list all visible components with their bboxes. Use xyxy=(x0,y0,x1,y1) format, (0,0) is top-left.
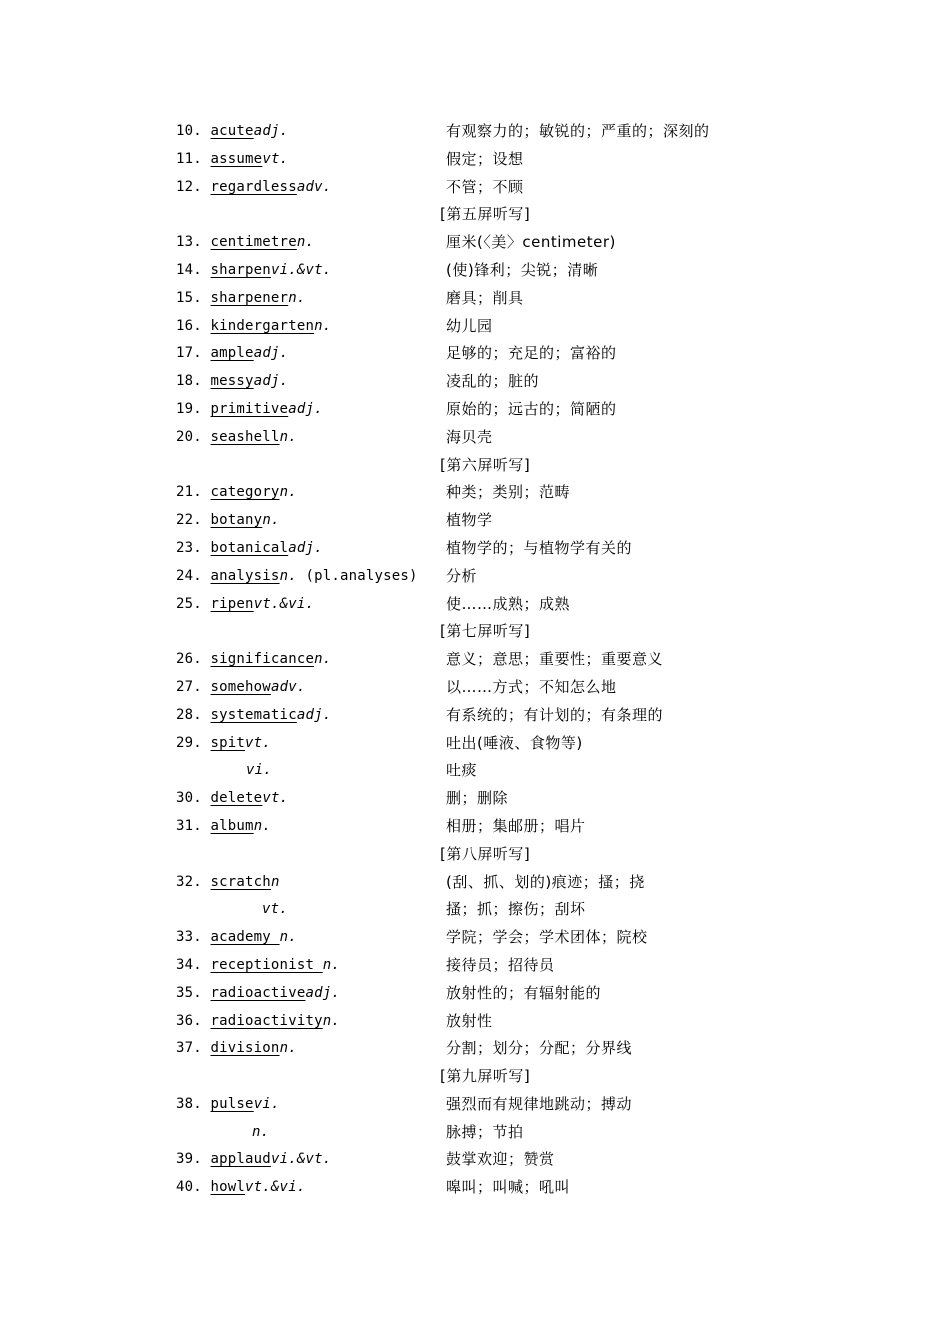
english-entry xyxy=(176,1146,331,1174)
vocab-row xyxy=(0,674,950,702)
english-entry xyxy=(176,1008,340,1036)
part-of-speech: n. xyxy=(279,484,297,501)
vocab-word: analysis xyxy=(210,567,280,584)
section-heading-row xyxy=(0,452,950,480)
item-number: 33. xyxy=(176,929,202,946)
part-of-speech: vi. xyxy=(253,1095,280,1112)
english-entry xyxy=(176,1035,297,1063)
chinese-meaning: 分析 xyxy=(446,566,478,585)
english-entry xyxy=(176,924,297,952)
chinese-meaning: 植物学 xyxy=(446,511,493,530)
chinese-meaning: 删；删除 xyxy=(446,789,509,808)
item-number: 29. xyxy=(176,734,202,751)
item-number: 30. xyxy=(176,790,202,807)
english-entry xyxy=(176,396,323,424)
item-number: 16. xyxy=(176,317,202,334)
part-of-speech: vi. xyxy=(246,762,272,779)
vocab-word: delete xyxy=(210,790,263,807)
chinese-meaning: 学院；学会；学术团体；院校 xyxy=(446,928,648,947)
chinese-meaning: 意义；意思；重要性；重要意义 xyxy=(446,650,664,669)
chinese-meaning: 原始的；远古的；简陋的 xyxy=(446,399,617,418)
chinese-meaning: 种类；类别；范畴 xyxy=(446,483,571,502)
vocab-row xyxy=(0,702,950,730)
english-entry xyxy=(176,313,331,341)
chinese-meaning: 有观察力的；敏锐的；严重的；深刻的 xyxy=(446,122,710,140)
part-of-speech: vt. xyxy=(245,734,271,751)
chinese-meaning: 吐出(唾液、食物等) xyxy=(446,733,583,752)
chinese-meaning: 不管；不顾 xyxy=(446,177,524,196)
english-entry xyxy=(176,730,271,758)
vocab-sub-row xyxy=(0,896,950,924)
vocab-word: radioactive xyxy=(210,984,306,1001)
part-of-speech: vi.&vt. xyxy=(270,261,332,278)
vocabulary-list xyxy=(0,118,950,1202)
part-of-speech: vi.&vt. xyxy=(270,1151,332,1168)
item-number: 13. xyxy=(176,234,202,251)
chinese-meaning: 以……方式；不知怎么地 xyxy=(446,677,617,696)
vocab-row xyxy=(0,952,950,980)
part-of-speech: adv. xyxy=(296,178,332,195)
item-number: 26. xyxy=(176,651,202,668)
vocab-row xyxy=(0,924,950,952)
part-of-speech: n. xyxy=(322,1012,340,1029)
part-of-speech: vt.&vi. xyxy=(253,595,315,612)
vocab-row xyxy=(0,980,950,1008)
part-of-speech: n. xyxy=(296,234,315,251)
vocab-word: spit xyxy=(210,734,246,751)
vocab-row xyxy=(0,396,950,424)
vocab-word: centimetre xyxy=(210,234,297,251)
vocab-row xyxy=(0,368,950,396)
chinese-meaning: 有系统的；有计划的；有条理的 xyxy=(446,705,664,724)
chinese-meaning: 植物学的；与植物学有关的 xyxy=(446,538,633,557)
part-of-speech: adj. xyxy=(253,345,289,362)
vocab-word: primitive xyxy=(210,400,289,417)
chinese-meaning: 接待员；招待员 xyxy=(446,955,555,974)
vocab-word: sharpen xyxy=(210,261,271,278)
part-of-speech: n. xyxy=(288,289,306,306)
vocab-word: scratch xyxy=(210,873,271,890)
chinese-meaning: 相册；集邮册；唱片 xyxy=(446,816,586,835)
item-number: 23. xyxy=(176,539,202,556)
item-number: 22. xyxy=(176,512,202,529)
vocab-word: radioactivity xyxy=(210,1012,323,1029)
vocab-row xyxy=(0,424,950,452)
english-entry xyxy=(176,591,314,619)
vocab-word: receptionist xyxy=(210,956,323,973)
vocab-row xyxy=(0,146,950,174)
vocab-word: botanical xyxy=(210,539,289,556)
item-number: 15. xyxy=(176,289,202,306)
chinese-meaning: 厘米(〈美〉centimeter) xyxy=(446,233,616,252)
part-of-speech: adj. xyxy=(296,706,332,723)
part-of-speech: adj. xyxy=(253,373,289,390)
section-heading-row xyxy=(0,201,950,229)
vocab-row xyxy=(0,257,950,285)
vocab-word: pulse xyxy=(210,1095,254,1112)
section-heading: [第七屏听写] xyxy=(440,622,531,641)
part-of-speech: vt.&vi. xyxy=(245,1179,306,1196)
item-number: 38. xyxy=(176,1095,202,1112)
chinese-meaning: (使)锋利；尖锐；清晰 xyxy=(446,260,599,279)
english-entry xyxy=(176,479,297,507)
english-entry xyxy=(176,1174,305,1202)
part-of-speech: n. xyxy=(314,651,332,668)
part-of-speech: n. xyxy=(279,567,297,584)
english-entry xyxy=(176,229,314,257)
english-entry xyxy=(176,507,280,535)
part-of-speech: n. xyxy=(314,317,332,334)
english-entry xyxy=(176,174,331,202)
chinese-meaning: 放射性 xyxy=(446,1011,493,1030)
part-of-speech: adv. xyxy=(270,678,306,695)
vocab-row xyxy=(0,869,950,897)
part-of-speech: adj. xyxy=(253,123,289,139)
english-entry xyxy=(176,563,418,591)
vocab-word: academy xyxy=(210,929,280,946)
chinese-meaning: 凌乱的；脏的 xyxy=(446,372,540,391)
item-number: 31. xyxy=(176,817,202,834)
part-of-speech: n. xyxy=(279,428,297,445)
english-entry xyxy=(176,674,305,702)
vocab-word: somehow xyxy=(210,678,271,695)
vocab-word: division xyxy=(210,1040,280,1057)
item-number: 36. xyxy=(176,1012,202,1029)
part-of-speech: n. xyxy=(279,929,297,946)
vocab-word: category xyxy=(210,484,280,501)
part-of-speech: adj. xyxy=(305,984,340,1001)
vocab-row xyxy=(0,535,950,563)
vocab-row xyxy=(0,646,950,674)
english-entry xyxy=(176,257,331,285)
part-of-speech: n. xyxy=(279,1040,297,1057)
english-entry xyxy=(176,424,297,452)
vocab-row xyxy=(0,563,950,591)
vocab-row xyxy=(0,591,950,619)
vocab-row xyxy=(0,1091,950,1119)
vocab-sub-row xyxy=(0,757,950,785)
chinese-meaning: 脉搏；节拍 xyxy=(446,1122,524,1141)
item-number: 24. xyxy=(176,567,202,584)
vocab-word: botany xyxy=(210,512,263,529)
chinese-meaning: 幼儿园 xyxy=(446,316,493,335)
item-number: 11. xyxy=(176,150,202,167)
english-entry xyxy=(176,340,288,368)
part-of-speech: adj. xyxy=(288,400,323,417)
vocab-row xyxy=(0,730,950,758)
vocab-row xyxy=(0,813,950,841)
english-entry xyxy=(176,285,305,313)
vocab-row xyxy=(0,1008,950,1036)
english-entry xyxy=(176,146,288,174)
part-of-speech: n. xyxy=(253,817,271,834)
chinese-meaning: 分割；划分；分配；分界线 xyxy=(446,1039,633,1058)
vocab-word: seashell xyxy=(210,428,280,445)
vocab-row xyxy=(0,785,950,813)
vocab-word: significance xyxy=(210,651,315,668)
chinese-meaning: 强烈而有规律地跳动；搏动 xyxy=(446,1094,633,1113)
section-heading: [第六屏听写] xyxy=(440,455,531,474)
vocab-row xyxy=(0,1174,950,1202)
section-heading: [第五屏听写] xyxy=(440,205,531,224)
item-number: 21. xyxy=(176,484,202,501)
vocab-word: acute xyxy=(210,123,254,139)
part-of-speech: vt. xyxy=(262,901,288,918)
part-of-speech: n. xyxy=(252,1123,270,1140)
vocab-row xyxy=(0,1146,950,1174)
vocab-word: ripen xyxy=(210,595,254,612)
item-number: 40. xyxy=(176,1179,202,1196)
chinese-meaning: 磨具；削具 xyxy=(446,288,524,307)
item-number: 34. xyxy=(176,956,202,973)
plural-note: (pl.analyses) xyxy=(296,567,418,584)
chinese-meaning: 吐痰 xyxy=(446,761,478,780)
item-number: 25. xyxy=(176,595,202,612)
vocab-row xyxy=(0,313,950,341)
english-entry xyxy=(176,980,340,1008)
part-of-speech: vt. xyxy=(262,790,289,807)
vocab-word: messy xyxy=(210,373,254,390)
chinese-meaning: 嗥叫；叫喊；吼叫 xyxy=(446,1178,571,1197)
section-heading: [第八屏听写] xyxy=(440,844,531,863)
vocab-word: kindergarten xyxy=(210,317,315,334)
vocab-word: regardless xyxy=(210,178,297,195)
vocab-word: howl xyxy=(210,1179,246,1196)
chinese-meaning: 放射性的；有辐射能的 xyxy=(446,983,602,1002)
english-entry xyxy=(176,702,331,730)
section-heading-row xyxy=(0,841,950,869)
item-number: 28. xyxy=(176,706,202,723)
vocab-row xyxy=(0,340,950,368)
chinese-meaning: 假定；设想 xyxy=(446,149,524,168)
vocab-word: sharpener xyxy=(210,289,289,306)
item-number: 37. xyxy=(176,1040,202,1057)
vocab-sub-row xyxy=(0,1119,950,1147)
item-number: 12. xyxy=(176,178,202,195)
vocab-word: assume xyxy=(210,150,263,167)
item-number: 35. xyxy=(176,984,202,1001)
section-heading-row xyxy=(0,1063,950,1091)
part-of-speech: adj. xyxy=(288,539,323,556)
vocab-row xyxy=(0,174,950,202)
item-number: 27. xyxy=(176,678,202,695)
english-entry xyxy=(176,646,331,674)
english-entry xyxy=(176,813,271,841)
vocab-word: applaud xyxy=(210,1151,271,1168)
english-entry xyxy=(176,1091,280,1119)
vocab-row xyxy=(0,285,950,313)
english-entry xyxy=(176,785,288,813)
chinese-meaning: 海贝壳 xyxy=(446,427,493,446)
item-number: 10. xyxy=(176,123,202,139)
item-number: 39. xyxy=(176,1151,202,1168)
chinese-meaning: 搔；抓；擦伤；刮坏 xyxy=(446,900,586,919)
english-entry xyxy=(176,118,288,146)
vocab-word: systematic xyxy=(210,706,297,723)
item-number: 19. xyxy=(176,400,202,417)
vocab-row xyxy=(0,118,950,146)
section-heading-row xyxy=(0,618,950,646)
chinese-meaning: 足够的；充足的；富裕的 xyxy=(446,344,617,363)
vocab-row xyxy=(0,1035,950,1063)
vocab-row xyxy=(0,507,950,535)
chinese-meaning: 鼓掌欢迎；赞赏 xyxy=(446,1150,555,1169)
part-of-speech: n. xyxy=(322,956,340,973)
vocab-row xyxy=(0,479,950,507)
item-number: 17. xyxy=(176,345,202,362)
part-of-speech: n xyxy=(270,873,280,890)
english-entry xyxy=(176,869,280,897)
vocab-word: ample xyxy=(210,345,254,362)
vocab-row xyxy=(0,229,950,257)
item-number: 14. xyxy=(176,261,202,278)
vocab-word: album xyxy=(210,817,254,834)
english-entry xyxy=(176,535,323,563)
item-number: 20. xyxy=(176,428,202,445)
english-entry xyxy=(176,952,340,980)
section-heading: [第九屏听写] xyxy=(440,1067,531,1086)
chinese-meaning: 使……成熟；成熟 xyxy=(446,594,571,613)
part-of-speech: vt. xyxy=(262,150,289,167)
english-entry xyxy=(176,368,288,396)
part-of-speech: n. xyxy=(262,512,280,529)
item-number: 18. xyxy=(176,373,202,390)
item-number: 32. xyxy=(176,873,202,890)
chinese-meaning: (刮、抓、划的)痕迹；搔；挠 xyxy=(446,872,645,891)
